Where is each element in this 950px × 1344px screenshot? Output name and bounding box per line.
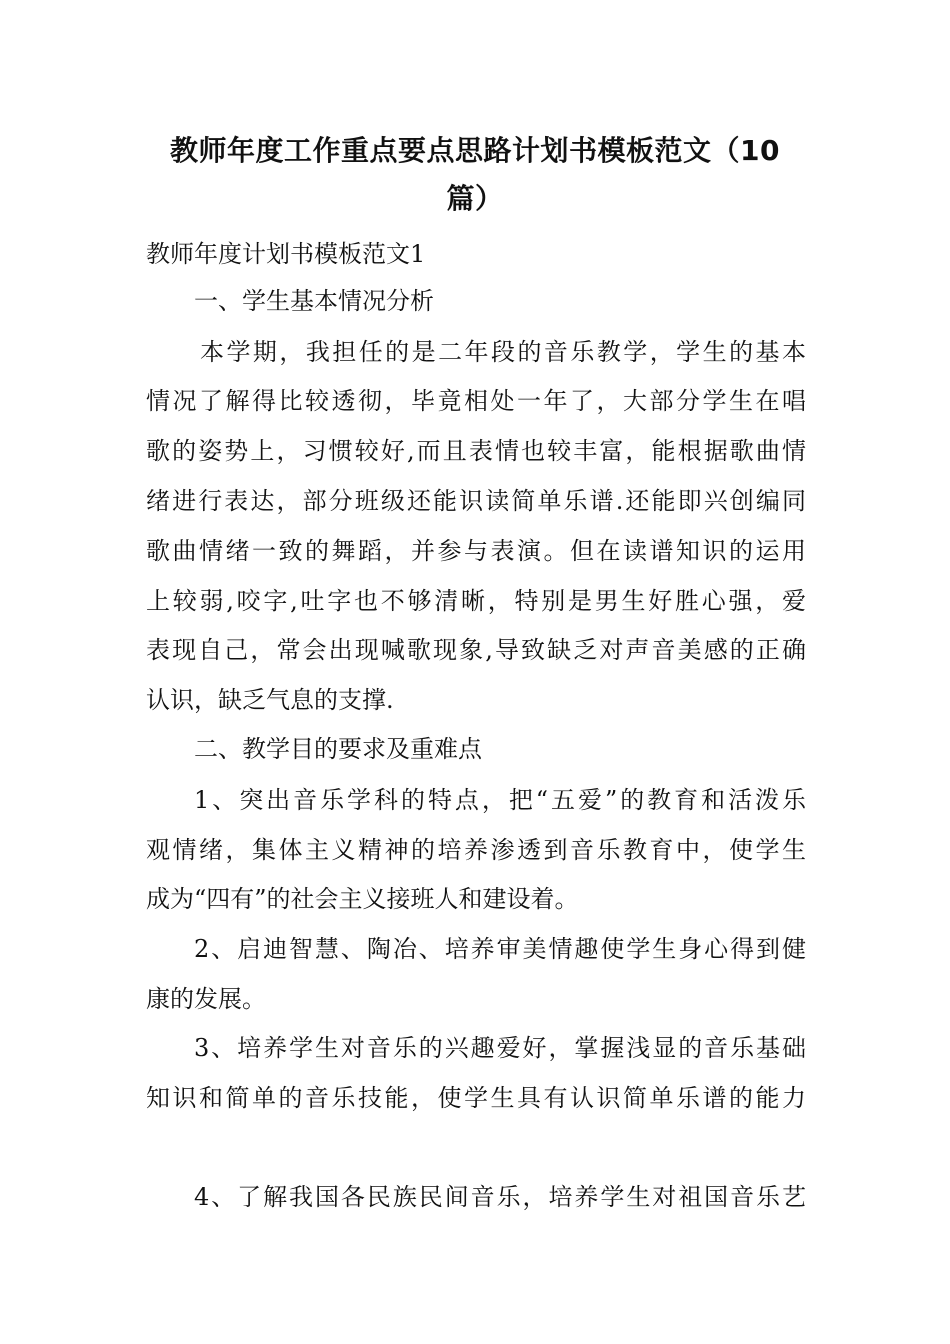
list-item-4: 4、了解我国各民族民间音乐，培养学生对祖国音乐艺 <box>194 1183 806 1211</box>
paragraph-line: 成为“四有”的社会主义接班人和建设着。 <box>146 885 579 913</box>
paragraph-line: 认识，缺乏气息的支撑. <box>146 686 394 714</box>
heading-student-analysis: 一、学生基本情况分析 <box>194 287 434 315</box>
paragraph-line: 绪进行表达，部分班级还能识读简单乐谱.还能即兴创编同 <box>146 487 806 515</box>
heading-teaching-goals: 二、教学目的要求及重难点 <box>194 735 482 763</box>
paragraph-line: 情况了解得比较透彻，毕竟相处一年了，大部分学生在唱 <box>146 387 806 415</box>
document-title-line-2: 篇） <box>446 182 504 215</box>
paragraph-line: 本学期，我担任的是二年段的音乐教学，学生的基本 <box>200 338 806 366</box>
paragraph-line: 上较弱,咬字,吐字也不够清晰，特别是男生好胜心强，爱 <box>146 587 806 615</box>
list-item-2: 2、启迪智慧、陶冶、培养审美情趣使学生身心得到健 <box>194 935 806 963</box>
list-item-3: 3、培养学生对音乐的兴趣爱好，掌握浅显的音乐基础 <box>194 1034 806 1062</box>
paragraph-line: 歌的姿势上，习惯较好,而且表情也较丰富，能根据歌曲情 <box>146 437 806 465</box>
paragraph-line: 表现自己，常会出现喊歌现象,导致缺乏对声音美感的正确 <box>146 636 806 664</box>
document-title-line-1: 教师年度工作重点要点思路计划书模板范文（10 <box>170 134 780 167</box>
section-subtitle: 教师年度计划书模板范文1 <box>146 240 426 268</box>
paragraph-line: 康的发展。 <box>146 985 266 1013</box>
paragraph-line: 知识和简单的音乐技能，使学生具有认识简单乐谱的能力 <box>146 1084 806 1112</box>
paragraph-line: 观情绪，集体主义精神的培养渗透到音乐教育中，使学生 <box>146 836 806 864</box>
paragraph-line: 歌曲情绪一致的舞蹈，并参与表演。但在读谱知识的运用 <box>146 537 806 565</box>
list-item-1: 1、突出音乐学科的特点，把“五爱”的教育和活泼乐 <box>194 786 806 814</box>
